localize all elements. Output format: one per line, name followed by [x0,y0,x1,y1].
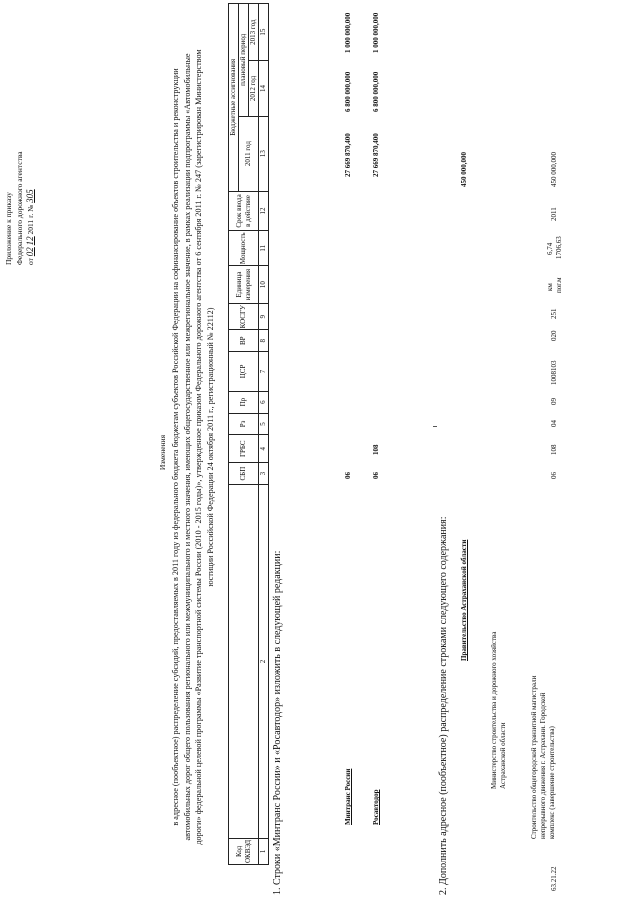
col-num-1: 1 [259,838,269,864]
row-rosavtodor-grbs: 108 [372,444,380,455]
document-intro: в адресное (пообъектное) распределение субсидий, предоставляемых в 2011 году из федерального бюджета бюджетам субъектов Российской Федерации на софинансирование объектов строительства и реконструкции автомобильных дорог общего пользования регионального или межмуниципального и местного значения, имеющих общегосударственное или межрегиональное значение, в рамках реализации подпрограммы «Автомобильные дороги» федеральной целевой программы «Развитие транспортной системы России (2010 - 2015 годы)», утвержденное приказом Федерального дорожного агентства от 6 сентября 2011 г. № 247 (зарегистрирован Министерством юстиции Российской Федерации 24 октября 2011 г., регистрационный № 22112) [171,49,215,845]
row-object-code: 63.21.22 [550,866,558,891]
appendix-date-year: 2011 г. № [26,204,35,235]
appendix-date-day: 02 [25,247,35,257]
header-commission: Срок ввода в действие [229,191,259,231]
row-object-name: Строительство общегородской транзитной магистрали непрерывного движения г. Астрахани. Городской комплекс (завершение строительства) [530,675,556,839]
paragraph-2: 2. Дополнить адресное (пообъектное) распределение строками следующего содержания: [438,516,449,895]
header-code: Код ОКВЭД [229,838,259,864]
header-planned: плановый период [239,4,249,117]
col-num-3: 3 [259,463,269,485]
appendix-line-2: Федерального дорожного агентства [15,151,24,265]
row-mintrans-spi: 06 [344,472,352,479]
row-ministry-name: Министерство строительства и дорожного хозяйства Астраханской области [490,631,507,789]
row-object-unit-2: пог.м [555,277,563,293]
header-power: Мощность [229,231,259,266]
header-rz: Рз [229,413,259,435]
col-num-8: 8 [259,330,269,352]
col-num-2: 2 [259,485,269,839]
row-object-power-1: 6,74 [546,242,554,255]
row-rosavtodor-2012: 6 800 000,000 [372,71,380,112]
header-name [229,485,259,839]
row-object-commission: 2011 [550,207,558,221]
header-grbs: ГРБС [229,435,259,463]
col-num-5: 5 [259,413,269,435]
header-csr: ЦСР [229,352,259,392]
header-vr: ВР [229,330,259,352]
row-mintrans-2012: 6 800 000,000 [344,71,352,112]
col-num-13: 13 [259,116,269,191]
col-num-14: 14 [259,61,269,116]
row-mintrans-2013: 1 000 000,000 [344,12,352,53]
header-2011: 2011 год [239,116,259,191]
header-budget: Бюджетные ассигнования [229,4,239,192]
appendix-block [3,45,36,265]
col-num-4: 4 [259,435,269,463]
appendix-date-month: 12 [25,236,35,246]
appendix-number: 305 [25,189,35,203]
paragraph-1: 1. Строки «Минтранс России» и «Росавтодор» изложить в следующей редакции: [272,550,283,895]
header-2012: 2012 год [249,61,259,116]
row-mintrans-2011: 27 669 870,400 [344,133,352,177]
row-object-grbs: 108 [550,444,558,455]
row-rosavtodor-spi: 06 [372,472,380,479]
row-object-pr: 09 [550,398,558,405]
header-2013: 2013 год [249,4,259,61]
row-gov-name: Правительство Астраханской области [460,539,468,661]
col-num-15: 15 [259,4,269,61]
row-object-rz: 04 [550,420,558,427]
appendix-date-line [25,45,36,265]
header-kosgu: КОСГУ [229,304,259,330]
col-num-6: 6 [259,391,269,413]
row-object-vr: 020 [550,330,558,341]
document-title: Изменения [158,434,167,471]
row-rosavtodor-2011: 27 669 870,400 [372,133,380,177]
scan-mark [433,426,437,427]
header-spi: СБП [229,463,259,485]
row-gov-2011: 450 000,000 [460,152,468,187]
row-object-csr: 1008103 [550,360,558,385]
row-object-spi: 06 [550,472,558,479]
header-pr: Пр [229,391,259,413]
row-object-2011: 450 000,000 [550,152,558,187]
appendix-line-1: Приложение к приказу [4,192,13,265]
row-mintrans-name: Минтранс России [344,768,352,825]
appendix-from: от [26,258,35,265]
row-object-power-2: 1706,63 [555,236,563,259]
col-num-12: 12 [259,191,269,231]
budget-table [228,3,269,865]
header-unit: Единица измерения [229,266,259,304]
col-num-10: 10 [259,266,269,304]
col-num-9: 9 [259,304,269,330]
row-object-kosgu: 251 [550,308,558,319]
col-num-11: 11 [259,231,269,266]
row-object-unit-1: км [546,283,554,291]
row-rosavtodor-2013: 1 000 000,000 [372,12,380,53]
row-rosavtodor-name: Росавтодор [372,789,380,825]
col-num-7: 7 [259,352,269,392]
